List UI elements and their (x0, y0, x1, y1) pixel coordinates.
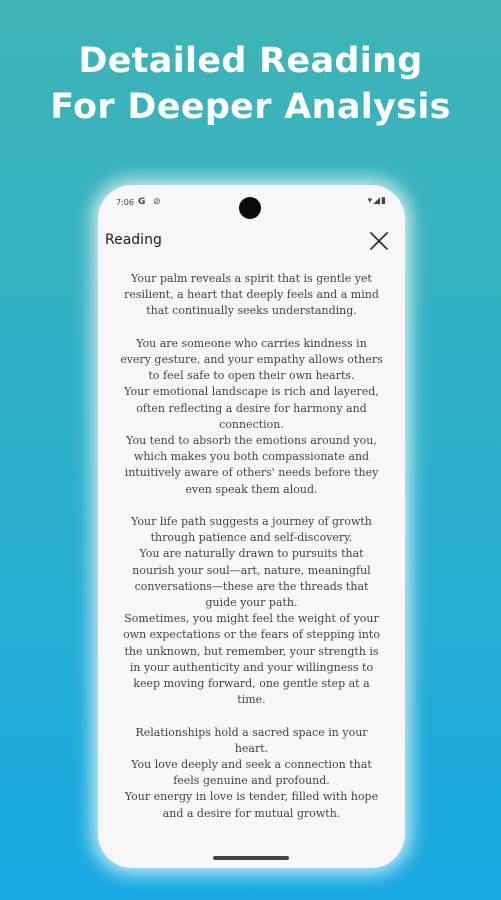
headline (0, 38, 501, 130)
reading-line: You are someone who carries kindness in (136, 336, 367, 350)
reading-line: heart. (234, 741, 269, 755)
reading-line: You tend to absorb the emotions around you, (126, 434, 377, 448)
reading-line: even speak them aloud. (185, 482, 318, 496)
reading-paragraph (98, 514, 405, 708)
reading-line: guide your path. (205, 596, 298, 610)
reading-paragraph (98, 271, 405, 320)
status-time: 7:06 (116, 198, 134, 207)
reading-line: Your emotional landscape is rich and layered, (124, 385, 379, 399)
reading-line: to feel safe to open their own hearts. (148, 369, 355, 383)
reading-line: Sometimes, you might feel the weight of your (124, 612, 379, 626)
headline-line-2: For Deeper Analysis (50, 87, 451, 127)
reading-line: time. (237, 693, 266, 707)
reading-line: nourish your soul—art, nature, meaningful (132, 563, 371, 577)
reading-line: Your palm reveals a spirit that is gentle yet (131, 272, 372, 285)
app-bar (98, 225, 405, 257)
signal-icon: ◢ (373, 196, 382, 206)
close-icon (365, 227, 393, 255)
reading-line: You are naturally drawn to pursuits that (139, 547, 364, 561)
reading-line: which makes you both compassionate and (133, 450, 370, 464)
status-bar (98, 185, 405, 221)
reading-line: own expectations or the fears of stepping into (123, 628, 380, 642)
reading-paragraph (98, 336, 405, 498)
close-button[interactable] (365, 227, 393, 255)
reading-line: that continually seeks understanding. (146, 304, 357, 318)
reading-line: intuitively aware of others' needs before they (124, 466, 379, 480)
reading-line: Your life path suggests a journey of growth (131, 515, 372, 529)
reading-line: connection. (219, 417, 284, 431)
phone-frame (98, 185, 405, 868)
reading-line: Your energy in love is tender, filled with hope (124, 790, 379, 804)
reading-line: in your authenticity and your willingness to (129, 660, 374, 674)
home-indicator[interactable] (213, 856, 289, 860)
reading-line: keep moving forward, one gentle step at a (133, 677, 370, 691)
reading-line: the unknown, but remember, your strength is (124, 644, 379, 658)
reading-line: every gesture, and your empathy allows others (120, 353, 383, 366)
alarm-icon: ⊘ (153, 197, 161, 207)
reading-line: often reflecting a desire for harmony and (136, 401, 367, 415)
battery-icon: ▮ (381, 196, 387, 206)
reading-text (98, 271, 405, 831)
reading-line: You love deeply and seek a connection that (131, 758, 372, 772)
reading-line: and a desire for mutual growth. (162, 806, 341, 820)
front-camera (239, 197, 261, 219)
reading-line: Relationships hold a sacred space in your (135, 725, 368, 739)
reading-line: resilient, a heart that deeply feels and a mind (124, 288, 379, 302)
reading-line: feels genuine and profound. (173, 774, 330, 788)
google-icon: G (138, 197, 146, 207)
wifi-icon: ▾ (367, 196, 374, 206)
reading-paragraph (98, 725, 405, 822)
page-title: Reading (105, 232, 162, 248)
status-icons (368, 196, 387, 206)
reading-line: conversations—these are the threads that (134, 579, 369, 593)
reading-line: through patience and self-discovery. (150, 531, 353, 545)
headline-line-1: Detailed Reading (78, 41, 423, 81)
